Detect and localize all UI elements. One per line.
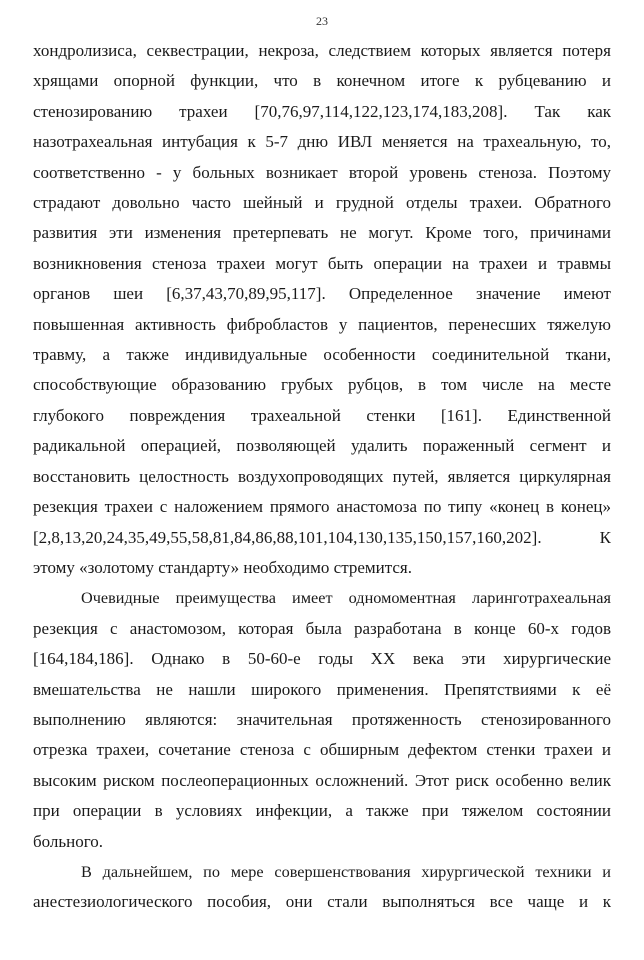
- paragraph-3: [33, 857, 611, 918]
- page-number: 23: [316, 14, 328, 28]
- text-line: восстановить целостность воздухопроводящих путей, является циркулярная: [33, 466, 611, 486]
- text-line: хрящами опорной функции, что в конечном итоге к рубцеванию и: [33, 71, 611, 91]
- body-text: [33, 36, 611, 918]
- text-line: стенозированию трахеи [70,76,97,114,122,123,174,183,208]. Так как: [33, 101, 611, 121]
- text-line: способствующие образованию грубых рубцов, в том числе на месте: [33, 375, 611, 395]
- text-line: резекция с анастомозом, которая была разработана в конце 60-х годов: [33, 618, 611, 638]
- text-line: страдают довольно часто шейный и грудной отделы трахеи. Обратного: [33, 193, 611, 213]
- text-line: вмешательства не нашли широкого применения. Препятствиями к её: [33, 679, 611, 699]
- text-line: этому «золотому стандарту» необходимо стремится.: [33, 557, 412, 577]
- text-line: развития эти изменения претерпевать не могут. Кроме того, причинами: [33, 223, 611, 243]
- text-line: Очевидные преимущества имеет одномоментная ларинготрахеальная: [81, 589, 611, 608]
- text-line: высоким риском послеоперационных осложнений. Этот риск особенно велик: [33, 770, 611, 790]
- text-line: выполнению являются: значительная протяженность стенозированного: [33, 709, 611, 729]
- text-line: [2,8,13,20,24,35,49,55,58,81,84,86,88,101,104,130,135,150,157,160,202]. К: [33, 527, 611, 547]
- text-line: резекция трахеи с наложением прямого анастомоза по типу «конец в конец»: [33, 497, 611, 517]
- text-line: соответственно - у больных возникает второй уровень стеноза. Поэтому: [33, 162, 611, 182]
- text-line: радикальной операцией, позволяющей удалить пораженный сегмент и: [33, 436, 611, 456]
- text-line: травму, а также индивидуальные особенности соединительной ткани,: [33, 345, 611, 365]
- text-line: [164,184,186]. Однако в 50-60-е годы XX века эти хирургические: [33, 649, 611, 669]
- text-line: глубокого повреждения трахеальной стенки [161]. Единственной: [33, 405, 611, 425]
- text-line: возникновения стеноза трахеи могут быть операции на трахеи и травмы: [33, 253, 611, 273]
- text-line: отрезка трахеи, сочетание стеноза с обширным дефектом стенки трахеи и: [33, 740, 611, 760]
- paragraph-2: [33, 583, 611, 857]
- text-line: больного.: [33, 831, 104, 851]
- text-line: органов шеи [6,37,43,70,89,95,117]. Определенное значение имеют: [33, 284, 611, 304]
- text-line: при операции в условиях инфекции, а также при тяжелом состоянии: [33, 801, 611, 821]
- text-line: назотрахеальная интубация к 5-7 дню ИВЛ меняется на трахеальную, то,: [33, 132, 611, 152]
- paragraph-1: [33, 36, 611, 583]
- text-line: хондролизиса, секвестрации, некроза, следствием которых является потеря: [33, 41, 611, 60]
- text-line: повышенная активность фибробластов у пациентов, перенесших тяжелую: [33, 314, 611, 334]
- text-line: В дальнейшем, по мере совершенствования хирургической техники и: [81, 862, 611, 881]
- text-line: анестезиологического пособия, они стали выполняться все чаще и к: [33, 892, 611, 912]
